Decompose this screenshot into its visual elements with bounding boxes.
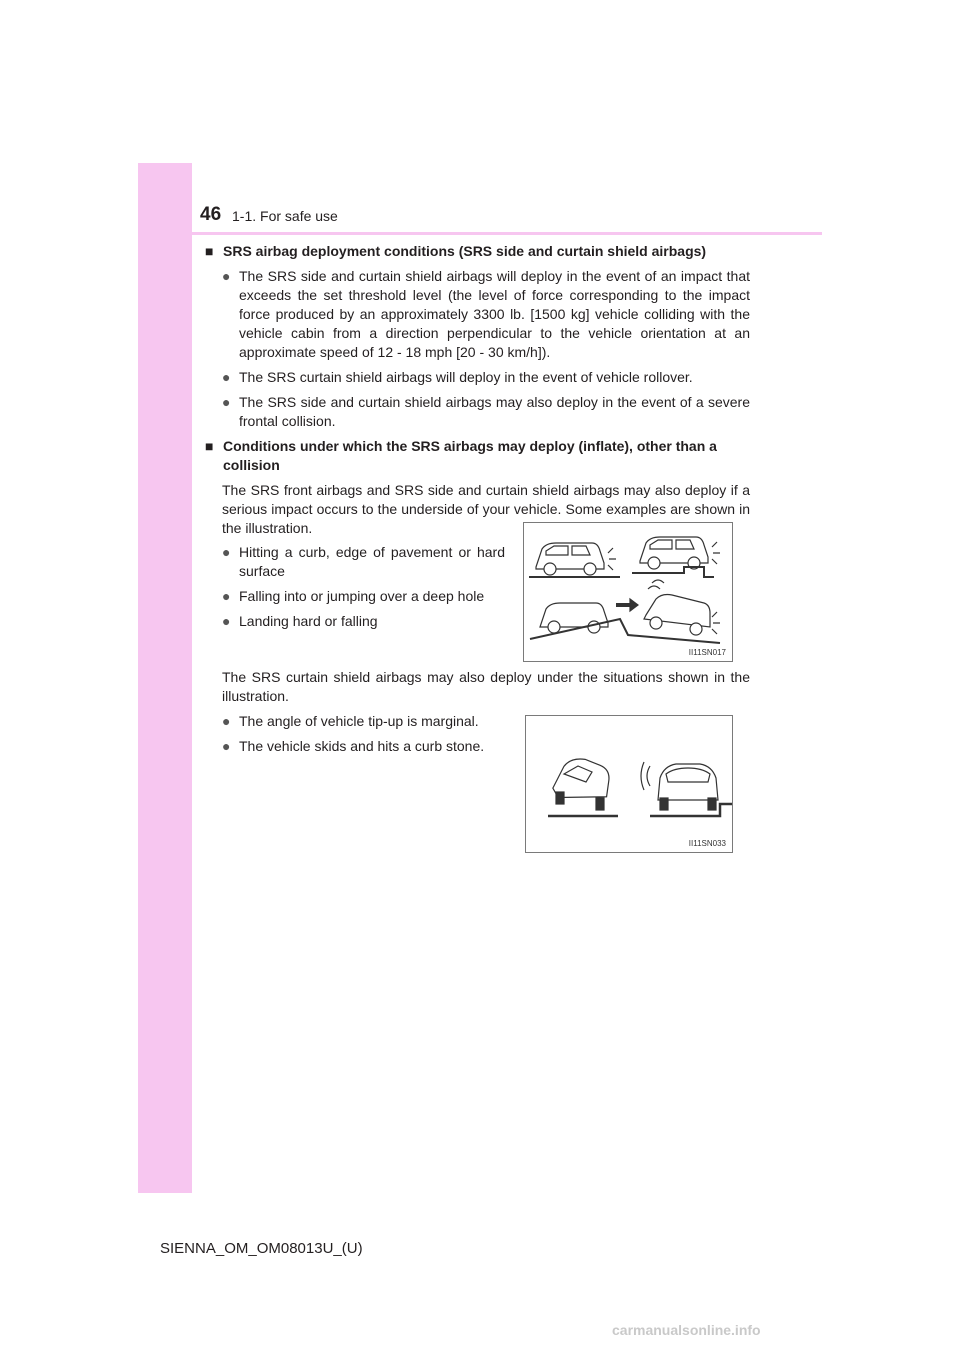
square-marker-icon: ■ — [205, 243, 214, 259]
footer-doc-code: SIENNA_OM_OM08013U_(U) — [160, 1240, 363, 1257]
bullet-icon: ● — [222, 544, 231, 560]
section-title: 1-1. For safe use — [232, 208, 338, 224]
heading-other-conditions: ■ Conditions under which the SRS airbags may deploy (inflate), other than a collision — [205, 438, 717, 473]
bullet-icon: ● — [222, 713, 231, 729]
header-rule — [192, 232, 822, 235]
watermark: carmanualsonline.info — [612, 1322, 761, 1338]
list-item: ● The SRS side and curtain shield airbags may also deploy in the event of a severe frontal collision. — [222, 394, 750, 429]
bullet-icon: ● — [222, 738, 231, 754]
vehicle-tipup-illustration — [526, 716, 732, 852]
paragraph: The SRS curtain shield airbags may also deploy under the situations shown in the illustration. — [222, 669, 750, 704]
illustration-underbody-impact — [523, 522, 733, 662]
bullet-icon: ● — [222, 613, 231, 629]
list-item: ● Falling into or jumping over a deep hole — [222, 588, 485, 604]
list-item: ● The angle of vehicle tip-up is marginal. — [222, 713, 479, 729]
list-item: ● Landing hard or falling — [222, 613, 378, 629]
list-item: ● The SRS curtain shield airbags will deploy in the event of vehicle rollover. — [222, 369, 693, 385]
figure-code: II11SN017 — [688, 648, 726, 657]
illustration-tip-up-curb — [525, 715, 733, 853]
list-item: ● Hitting a curb, edge of pavement or hard surface — [222, 544, 505, 579]
bullet-icon: ● — [222, 369, 231, 385]
heading-deployment-conditions: ■ SRS airbag deployment conditions (SRS side and curtain shield airbags) — [205, 243, 707, 259]
bullet-icon: ● — [222, 268, 231, 284]
list-item: ● The vehicle skids and hits a curb stone. — [222, 738, 485, 754]
sidebar-tab — [138, 163, 192, 1193]
van-impact-illustration — [524, 523, 732, 661]
figure-code: II11SN033 — [688, 839, 726, 848]
square-marker-icon: ■ — [205, 438, 214, 454]
page-number: 46 — [200, 204, 222, 225]
bullet-icon: ● — [222, 588, 231, 604]
bullet-icon: ● — [222, 394, 231, 410]
paragraph: The SRS front airbags and SRS side and curtain shield airbags may also deploy if a serious impact occurs to the underside of your vehicle. Some examples are shown in the illustration. — [222, 482, 750, 536]
list-item: ● The SRS side and curtain shield airbags will deploy in the event of an impact that exceeds the set threshold level (the level of force corresponding to the impact force produced by an approximately 3300 lb. [1500 kg] vehicle colliding with the vehicle cabin from a direction perpendicular to the vehicle orientation at an approximate speed of 12 - 18 mph [20 - 30 km/h]). — [222, 268, 750, 360]
